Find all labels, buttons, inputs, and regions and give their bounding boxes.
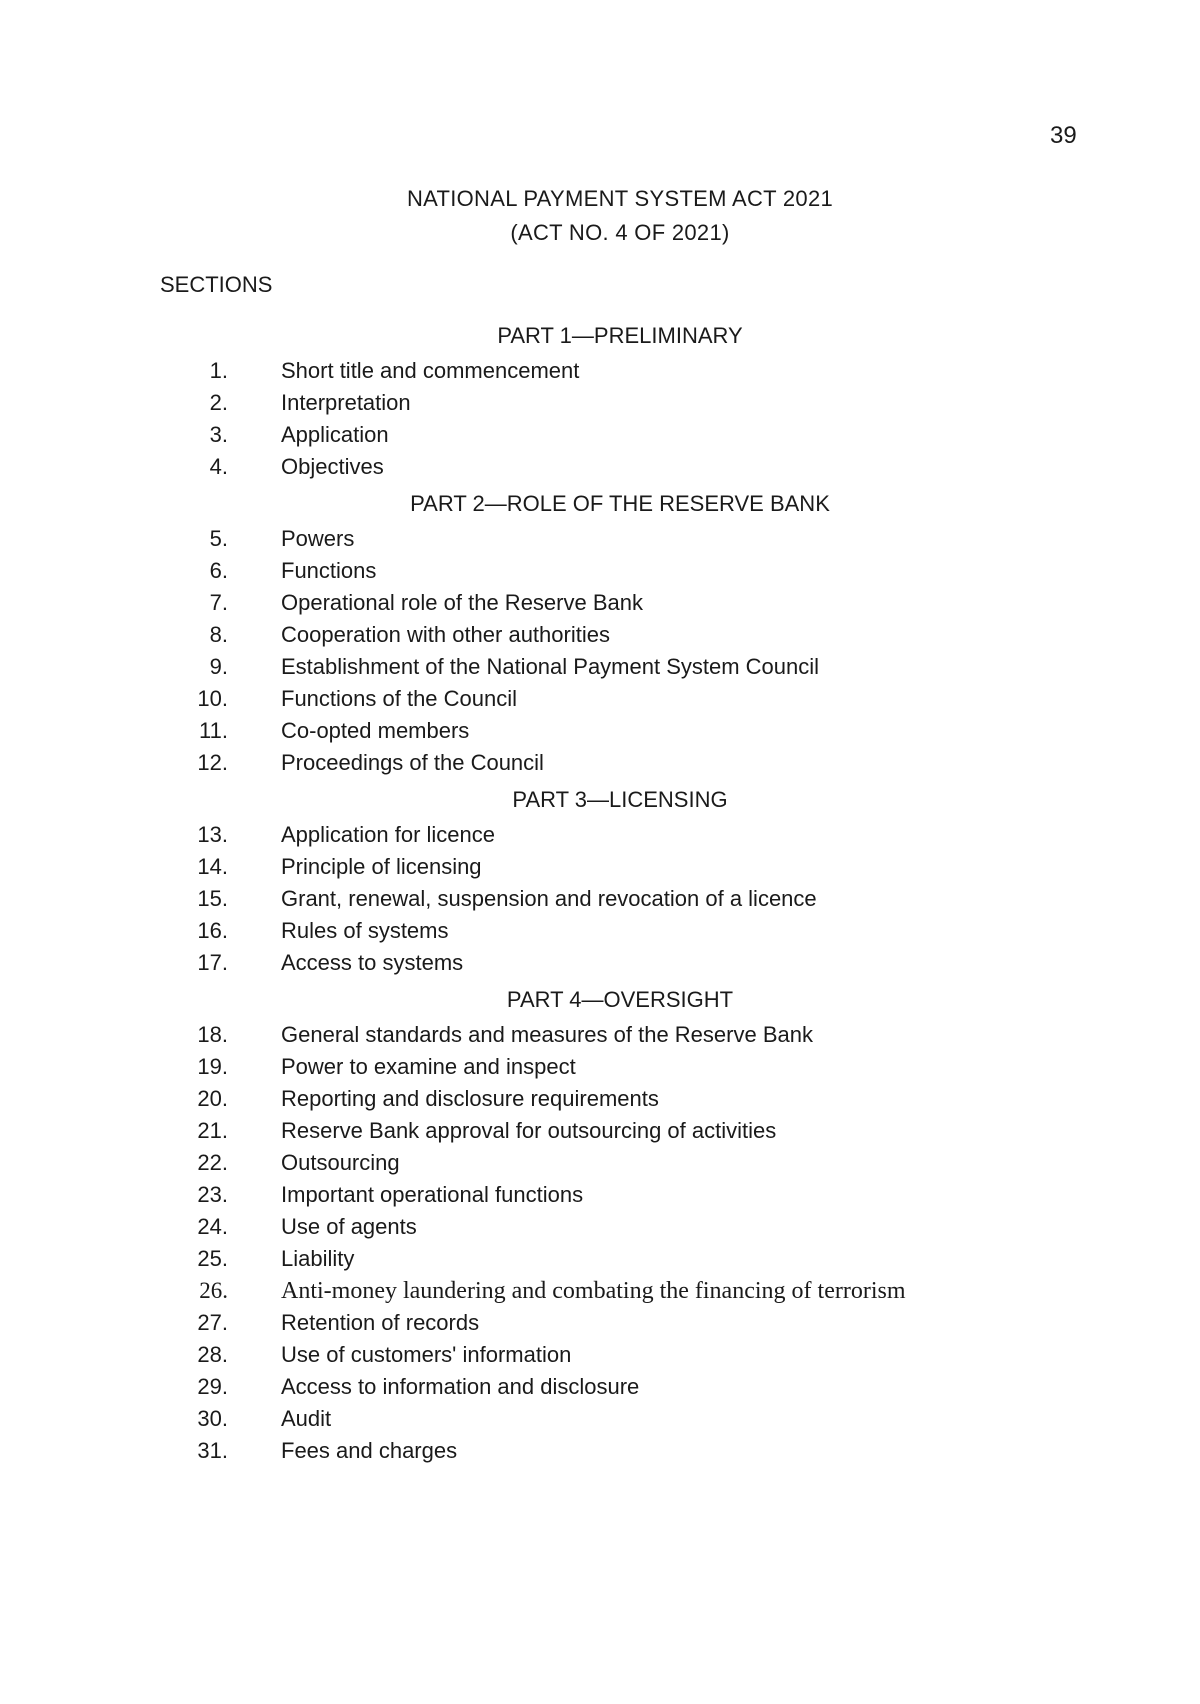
section-entry (160, 1307, 1060, 1339)
section-number: 23. (197, 1182, 228, 1207)
section-title: Fees and charges (281, 1438, 458, 1463)
section-number: 29. (197, 1374, 228, 1399)
section-number: 8. (209, 622, 228, 647)
section-number: 3. (209, 422, 228, 447)
act-subtitle: (ACT NO. 4 OF 2021) (510, 220, 730, 245)
section-number: 22. (197, 1150, 228, 1175)
section-entry (160, 819, 1060, 851)
section-title: Power to examine and inspect (281, 1054, 576, 1079)
section-title: Principle of licensing (281, 854, 482, 879)
section-title: Reserve Bank approval for outsourcing of activities (281, 1118, 777, 1143)
section-title: Outsourcing (281, 1150, 400, 1175)
section-number: 30. (197, 1406, 228, 1431)
table-of-contents (160, 315, 1060, 1467)
section-entry (160, 523, 1060, 555)
section-entry (160, 915, 1060, 947)
section-number: 25. (197, 1246, 228, 1271)
section-title: Reporting and disclosure requirements (281, 1086, 659, 1111)
section-number: 31. (197, 1438, 228, 1463)
section-number: 20. (197, 1086, 228, 1111)
section-title: Use of agents (281, 1214, 417, 1239)
section-entry (160, 1243, 1060, 1275)
section-entry (160, 1019, 1060, 1051)
section-number: 16. (197, 918, 228, 943)
part-heading: PART 1—PRELIMINARY (497, 323, 743, 348)
section-entry (160, 1339, 1060, 1371)
section-entry (160, 587, 1060, 619)
section-entry (160, 1179, 1060, 1211)
section-entry (160, 1435, 1060, 1467)
section-number: 5. (209, 526, 228, 551)
section-entry (160, 1371, 1060, 1403)
section-entry (160, 747, 1060, 779)
section-number: 19. (197, 1054, 228, 1079)
section-title: Co-opted members (281, 718, 470, 743)
section-entry (160, 1403, 1060, 1435)
section-title: Retention of records (281, 1310, 480, 1335)
section-title: Objectives (281, 454, 384, 479)
section-title: Important operational functions (281, 1182, 584, 1207)
section-title: Access to systems (281, 950, 464, 975)
section-title: Audit (281, 1406, 332, 1431)
section-number: 13. (197, 822, 228, 847)
section-title: Anti-money laundering and combating the financing of terrorism (281, 1278, 906, 1304)
section-entry (160, 1115, 1060, 1147)
section-title: Application (281, 422, 389, 447)
section-entry (160, 1147, 1060, 1179)
section-entry (160, 851, 1060, 883)
section-entry (160, 883, 1060, 915)
section-title: Short title and commencement (281, 358, 580, 383)
section-number: 10. (197, 686, 228, 711)
section-number: 2. (209, 390, 228, 415)
section-number: 27. (197, 1310, 228, 1335)
section-title: Liability (281, 1246, 355, 1271)
section-entry (160, 387, 1060, 419)
act-title: NATIONAL PAYMENT SYSTEM ACT 2021 (406, 186, 834, 211)
section-entry (160, 683, 1060, 715)
section-entry (160, 1083, 1060, 1115)
section-title: Use of customers' information (281, 1342, 572, 1367)
section-title: General standards and measures of the Reserve Bank (281, 1022, 813, 1047)
section-number: 1. (209, 358, 228, 383)
section-number: 6. (209, 558, 228, 583)
section-title: Functions of the Council (281, 686, 518, 711)
page-number: 39 (1050, 122, 1077, 149)
section-title: Application for licence (281, 822, 496, 847)
section-entry (160, 651, 1060, 683)
section-title: Establishment of the National Payment System Council (281, 654, 820, 679)
section-title: Cooperation with other authorities (281, 622, 610, 647)
section-title: Interpretation (281, 390, 411, 415)
section-number: 26. (199, 1278, 228, 1303)
sections-label: SECTIONS (160, 272, 273, 297)
section-entry (160, 947, 1060, 979)
section-title: Rules of systems (281, 918, 449, 943)
section-number: 12. (197, 750, 228, 775)
section-title: Powers (281, 526, 355, 551)
section-entry (160, 1211, 1060, 1243)
section-title: Access to information and disclosure (281, 1374, 640, 1399)
section-number: 18. (197, 1022, 228, 1047)
section-number: 24. (197, 1214, 228, 1239)
section-title: Functions (281, 558, 377, 583)
section-number: 28. (197, 1342, 228, 1367)
section-number: 17. (197, 950, 228, 975)
section-number: 9. (209, 654, 228, 679)
section-title: Operational role of the Reserve Bank (281, 590, 643, 615)
section-number: 15. (197, 886, 228, 911)
section-entry (160, 555, 1060, 587)
section-entry (160, 355, 1060, 387)
section-number: 7. (209, 590, 228, 615)
section-number: 14. (197, 854, 228, 879)
section-number: 4. (209, 454, 228, 479)
section-title: Proceedings of the Council (281, 750, 544, 775)
section-entry (160, 1275, 1060, 1307)
part-heading: PART 4—OVERSIGHT (506, 987, 734, 1012)
part-heading: PART 3—LICENSING (512, 787, 728, 812)
part-heading: PART 2—ROLE OF THE RESERVE BANK (410, 491, 830, 516)
section-entry (160, 451, 1060, 483)
section-title: Grant, renewal, suspension and revocation of a licence (281, 886, 817, 911)
section-entry (160, 619, 1060, 651)
section-entry (160, 1051, 1060, 1083)
section-number: 11. (199, 718, 228, 743)
section-entry (160, 715, 1060, 747)
section-number: 21. (197, 1118, 228, 1143)
section-entry (160, 419, 1060, 451)
